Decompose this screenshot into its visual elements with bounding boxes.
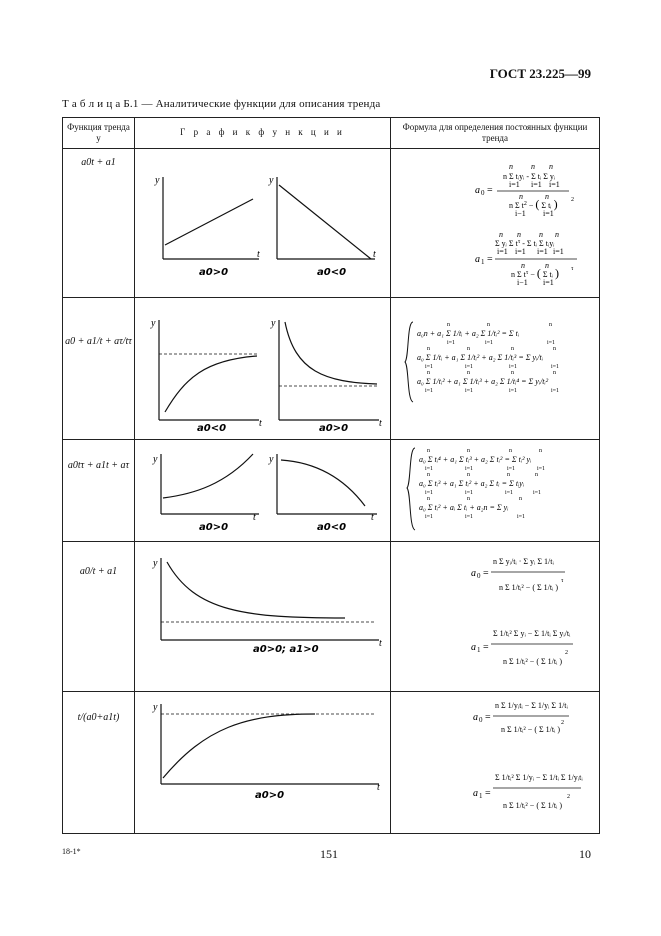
- svg-text:n: n: [519, 192, 523, 201]
- svg-text:n: n: [507, 472, 510, 478]
- svg-text:i=1: i=1: [505, 490, 514, 496]
- svg-text:n: n: [545, 192, 549, 201]
- svg-text:i=1: i=1: [551, 388, 560, 394]
- graph-condition-label: a0<0: [317, 522, 347, 533]
- svg-text:n: n: [539, 230, 543, 239]
- svg-text:Σ 1/tᵢ² Σ 1/yᵢ − Σ 1/tᵢ Σ 1/yᵢ: Σ 1/tᵢ² Σ 1/yᵢ − Σ 1/tᵢ Σ 1/yᵢtᵢ: [495, 773, 583, 782]
- formula-image: [391, 542, 600, 691]
- formula-image: [391, 149, 600, 297]
- svg-text:a₀ Σ tᵢ⁴ + a₁ Σ tᵢ³ + a₂ Σ tᵢ²: a₀ Σ tᵢ⁴ + a₁ Σ tᵢ³ + a₂ Σ tᵢ² = Σ tᵢ² yᵢ: [419, 455, 532, 464]
- svg-text:n Σ 1/tᵢ² − ( Σ 1/tᵢ ): n Σ 1/tᵢ² − ( Σ 1/tᵢ ): [499, 583, 559, 592]
- document-id: ГОСТ 23.225—99: [489, 66, 591, 81]
- graph-condition-label: a0>0: [199, 267, 229, 278]
- svg-text:=: =: [487, 254, 493, 265]
- formula-cell: [391, 542, 600, 692]
- footer-page-number: 151: [320, 847, 338, 861]
- svg-text:n: n: [517, 230, 521, 239]
- svg-text:i=1: i=1: [547, 340, 556, 346]
- svg-text:τ: τ: [571, 266, 574, 272]
- graph-condition-label: a0>0: [255, 790, 285, 801]
- graph-linear: [135, 149, 391, 297]
- svg-text:n: n: [521, 261, 525, 270]
- svg-text:i=1: i=1: [465, 514, 474, 520]
- svg-text:0: 0: [477, 572, 481, 580]
- svg-text:i=1: i=1: [465, 388, 474, 394]
- svg-text:i=1: i=1: [485, 340, 494, 346]
- svg-text:i=1: i=1: [507, 466, 516, 472]
- svg-text:Σ 1/tᵢ² Σ yᵢ − Σ 1/tᵢ Σ yᵢ/tᵢ: Σ 1/tᵢ² Σ yᵢ − Σ 1/tᵢ Σ yᵢ/tᵢ: [493, 629, 571, 638]
- t-axis-label: t: [257, 249, 260, 260]
- svg-text:i=1: i=1: [531, 180, 542, 189]
- svg-text:i=1: i=1: [465, 364, 474, 370]
- svg-text:i=1: i=1: [517, 514, 526, 520]
- svg-text:=: =: [483, 642, 489, 653]
- svg-text:n: n: [487, 322, 490, 328]
- header-formula: Формула для определения постоянных функции тренда: [391, 118, 600, 149]
- svg-text:i=1: i=1: [553, 247, 564, 256]
- svg-text:i=1: i=1: [425, 490, 434, 496]
- svg-text:n: n: [427, 496, 430, 502]
- svg-text:n Σ 1/tᵢ² − ( Σ 1/tᵢ ): n Σ 1/tᵢ² − ( Σ 1/tᵢ ): [501, 725, 561, 734]
- table-row: [63, 440, 600, 542]
- svg-text:a: a: [473, 788, 478, 799]
- graph-hyperbola: [135, 542, 391, 691]
- footer-sheet-mark: 18-1*: [62, 847, 81, 856]
- svg-text:i−1: i−1: [515, 209, 526, 218]
- table-row: [63, 298, 600, 440]
- y-axis-label: y: [269, 175, 274, 186]
- formula-image: [391, 298, 600, 439]
- formula-cell: [391, 440, 600, 542]
- y-axis-label: y: [269, 454, 274, 465]
- svg-text:0: 0: [481, 189, 485, 197]
- graph-condition-label: a0>0: [319, 423, 349, 434]
- svg-text:a: a: [471, 568, 476, 579]
- header-graph: Г р а ф и к ф у н к ц и и: [135, 118, 391, 149]
- graph-condition-label: a0>0: [199, 522, 229, 533]
- svg-text:n: n: [539, 448, 542, 454]
- t-axis-label: t: [379, 418, 382, 429]
- graph-condition-label: a0>0; a1>0: [253, 644, 319, 655]
- svg-text:n: n: [427, 472, 430, 478]
- formula-image: [391, 440, 600, 541]
- function-label: a0/t + a1: [79, 566, 118, 577]
- svg-text:n: n: [467, 370, 470, 376]
- svg-text:=: =: [485, 788, 491, 799]
- graph-cell: [135, 692, 391, 834]
- y-axis-label: y: [153, 702, 158, 713]
- function-cell: [63, 692, 135, 834]
- svg-text:i=1: i=1: [509, 180, 520, 189]
- svg-text:2: 2: [571, 197, 574, 203]
- formula-cell: [391, 692, 600, 834]
- svg-text:n: n: [549, 322, 552, 328]
- svg-text:n: n: [467, 448, 470, 454]
- svg-text:2: 2: [567, 794, 570, 800]
- svg-text:n: n: [427, 448, 430, 454]
- svg-text:n: n: [427, 346, 430, 352]
- y-axis-label: y: [153, 558, 158, 569]
- table-header-row: [63, 118, 600, 149]
- svg-text:n: n: [467, 346, 470, 352]
- svg-text:n: n: [467, 472, 470, 478]
- svg-text:a₀ Σ 1/tᵢ² + a₁ Σ 1/tᵢ³ + a₂ Σ: a₀ Σ 1/tᵢ² + a₁ Σ 1/tᵢ³ + a₂ Σ 1/tᵢ⁴ = Σ yᵢ/tᵢ²: [417, 377, 549, 386]
- function-label: t/(a0+a1t): [77, 712, 120, 723]
- table-caption: Т а б л и ц а Б.1 — Аналитические функции для описания тренда: [62, 98, 381, 110]
- function-cell: [63, 298, 135, 440]
- function-label: a0t + a1: [81, 157, 116, 168]
- svg-text:i=1: i=1: [549, 180, 560, 189]
- svg-text:2: 2: [561, 720, 564, 726]
- svg-text:i=1: i=1: [425, 388, 434, 394]
- svg-text:i=1: i=1: [465, 466, 474, 472]
- svg-text:a: a: [475, 185, 480, 196]
- svg-text:τ: τ: [561, 578, 564, 584]
- function-cell: [63, 149, 135, 298]
- svg-text:a₀ Σ tᵢ³ + a₁ Σ tᵢ² + a₂ Σ tᵢ: a₀ Σ tᵢ³ + a₁ Σ tᵢ² + a₂ Σ tᵢ = Σ tᵢyᵢ: [419, 479, 525, 488]
- graph-cell: [135, 298, 391, 440]
- graph-parabolic: [135, 440, 391, 541]
- graph-condition-label: a0<0: [197, 423, 227, 434]
- t-axis-label: t: [373, 249, 376, 260]
- svg-text:1: 1: [477, 646, 481, 654]
- svg-text:2: 2: [565, 650, 568, 656]
- graph-hyperbolic: [135, 298, 391, 439]
- graph-saturation: [135, 692, 391, 833]
- svg-text:n: n: [553, 370, 556, 376]
- function-cell: [63, 542, 135, 692]
- svg-text:1: 1: [481, 258, 485, 266]
- t-axis-label: t: [379, 638, 382, 649]
- svg-text:n: n: [535, 472, 538, 478]
- svg-text:i=1: i=1: [543, 278, 554, 287]
- svg-text:i=1: i=1: [509, 364, 518, 370]
- svg-text:i=1: i=1: [465, 490, 474, 496]
- svg-text:n: n: [531, 162, 535, 171]
- svg-text:n Σ 1/tᵢ² − ( Σ 1/tᵢ ): n Σ 1/tᵢ² − ( Σ 1/tᵢ ): [503, 657, 563, 666]
- svg-text:i=1: i=1: [447, 340, 456, 346]
- svg-text:n Σ 1/tᵢ² − ( Σ 1/tᵢ ): n Σ 1/tᵢ² − ( Σ 1/tᵢ ): [503, 801, 563, 810]
- svg-text:n: n: [519, 496, 522, 502]
- svg-text:=: =: [485, 712, 491, 723]
- svg-text:i=1: i=1: [537, 466, 546, 472]
- svg-text:n: n: [511, 346, 514, 352]
- svg-text:i=1: i=1: [509, 388, 518, 394]
- y-axis-label: y: [271, 318, 276, 329]
- svg-text:i=1: i=1: [515, 247, 526, 256]
- y-axis-label: y: [155, 175, 160, 186]
- svg-text:a: a: [473, 712, 478, 723]
- graph-cell: [135, 542, 391, 692]
- svg-text:Σ yᵢ Σ tτ - Σ tᵢ Σ tᵢyᵢ: Σ yᵢ Σ $t^\tau$ - Σ tᵢ Σ tᵢyᵢ: [495, 239, 555, 248]
- svg-text:n: n: [553, 346, 556, 352]
- table-row: [63, 149, 600, 298]
- t-axis-label: t: [377, 782, 380, 793]
- svg-text:n Σ tᵢyᵢ - Σ tᵢ Σ yᵢ: n Σ tᵢyᵢ - Σ tᵢ Σ yᵢ: [503, 172, 556, 181]
- svg-text:n Σ 1/yᵢtᵢ − Σ 1/yᵢ Σ 1/tᵢ: n Σ 1/yᵢtᵢ − Σ 1/yᵢ Σ 1/tᵢ: [495, 701, 568, 710]
- svg-text:n: n: [467, 496, 470, 502]
- svg-text:n: n: [555, 230, 559, 239]
- svg-text:0: 0: [479, 716, 483, 724]
- function-label: a0tτ + a1t + aτ: [67, 460, 130, 471]
- graph-condition-label: a0<0: [317, 267, 347, 278]
- table-row: [63, 542, 600, 692]
- svg-text:i=1: i=1: [537, 247, 548, 256]
- svg-text:n: n: [447, 322, 450, 328]
- function-label: a0 + a1/t + aτ/tτ: [65, 336, 132, 347]
- header-function: Функция тренда y: [63, 118, 135, 149]
- graph-cell: [135, 149, 391, 298]
- y-axis-label: y: [151, 318, 156, 329]
- trend-functions-table: [62, 117, 600, 834]
- svg-text:a₀ Σ tᵢ² + aᵢ Σ tᵢ + a₂n = Σ y: a₀ Σ tᵢ² + aᵢ Σ tᵢ + a₂n = Σ yᵢ: [419, 503, 509, 512]
- table-row: [63, 692, 600, 834]
- svg-text:n: n: [511, 370, 514, 376]
- svg-text:n: n: [545, 261, 549, 270]
- svg-text:i=1: i=1: [497, 247, 508, 256]
- svg-text:i−1: i−1: [517, 278, 528, 287]
- svg-text:a: a: [471, 642, 476, 653]
- svg-text:n Σ t2 − ( Σ tᵢ ): n Σ $t^2$ − ( Σ tᵢ ): [509, 197, 558, 211]
- svg-text:n: n: [427, 370, 430, 376]
- t-axis-label: t: [259, 418, 262, 429]
- t-axis-label: t: [371, 512, 374, 523]
- svg-text:=: =: [483, 568, 489, 579]
- svg-text:i=1: i=1: [425, 364, 434, 370]
- svg-text:a: a: [475, 254, 480, 265]
- formula-image: [391, 692, 600, 833]
- svg-text:i=1: i=1: [533, 490, 542, 496]
- footer-doc-page: 10: [579, 847, 591, 861]
- svg-text:a₀n + a₁ Σ 1/tᵢ + a₂ Σ 1/tᵢ² =: a₀n + a₁ Σ 1/tᵢ + a₂ Σ 1/tᵢ² = Σ tᵢ: [417, 329, 520, 338]
- svg-text:n Σ yᵢ/tᵢ · Σ yᵢ Σ 1/tᵢ: n Σ yᵢ/tᵢ · Σ yᵢ Σ 1/tᵢ: [493, 557, 554, 566]
- function-cell: [63, 440, 135, 542]
- svg-text:i=1: i=1: [425, 466, 434, 472]
- svg-text:1: 1: [479, 792, 483, 800]
- svg-text:=: =: [487, 185, 493, 196]
- svg-text:n: n: [509, 448, 512, 454]
- graph-cell: [135, 440, 391, 542]
- svg-text:n: n: [509, 162, 513, 171]
- svg-text:a₀ Σ 1/tᵢ + a₁ Σ 1/tᵢ² + a₂ Σ: a₀ Σ 1/tᵢ + a₁ Σ 1/tᵢ² + a₂ Σ 1/tᵢ³ = Σ yᵢ/tᵢ: [417, 353, 544, 362]
- svg-text:n: n: [499, 230, 503, 239]
- svg-text:n Σ tτ − ( Σ tᵢ ): n Σ $t^\tau$ − ( Σ tᵢ ): [511, 266, 559, 280]
- formula-cell: [391, 298, 600, 440]
- svg-text:i=1: i=1: [543, 209, 554, 218]
- t-axis-label: t: [253, 512, 256, 523]
- y-axis-label: y: [153, 454, 158, 465]
- formula-cell: [391, 149, 600, 298]
- svg-text:i=1: i=1: [551, 364, 560, 370]
- svg-text:i=1: i=1: [425, 514, 434, 520]
- svg-text:n: n: [549, 162, 553, 171]
